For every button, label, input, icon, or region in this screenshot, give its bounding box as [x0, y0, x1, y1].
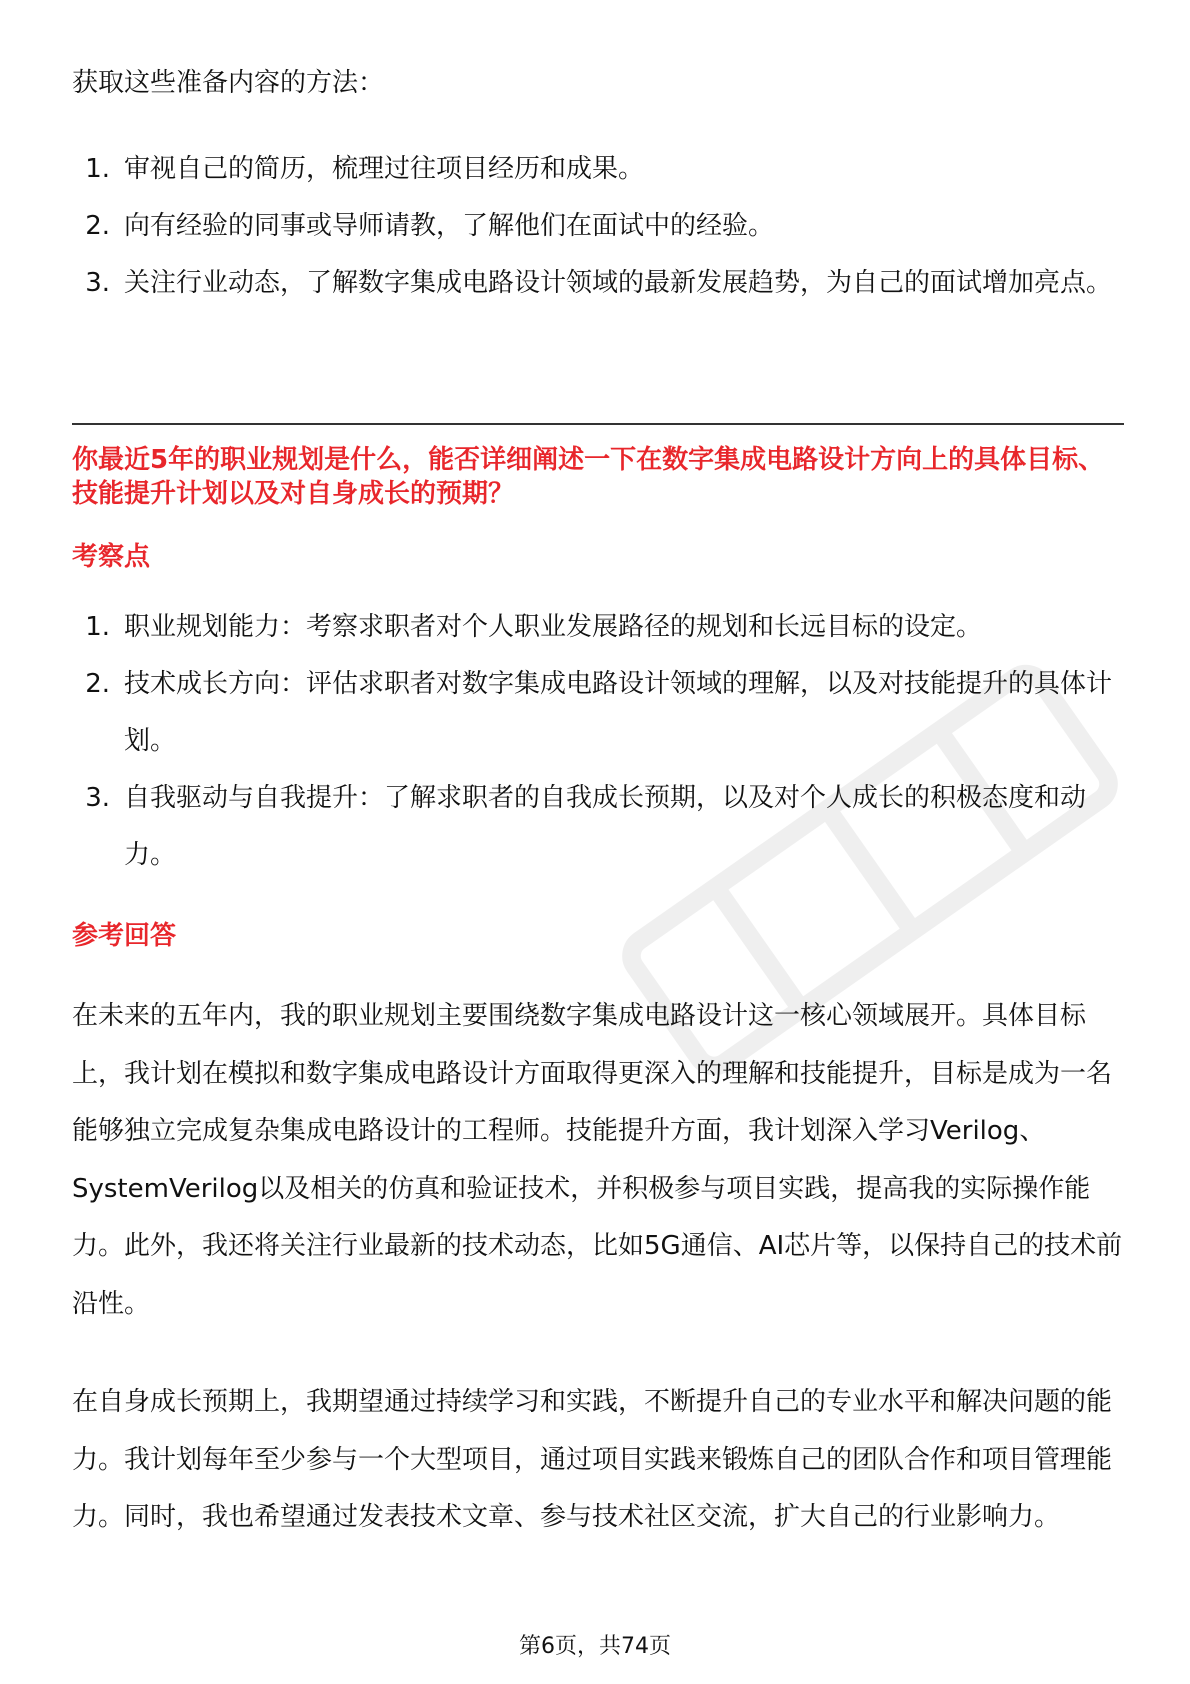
interview-question: 你最近5年的职业规划是什么，能否详细阐述一下在数字集成电路设计方向上的具体目标、技能提升计划以及对自身成长的预期？ [72, 445, 1105, 509]
list-text: 审视自己的简历，梳理过往项目经历和成果。 [124, 154, 645, 184]
list-text: 向有经验的同事或导师请教，了解他们在面试中的经验。 [124, 211, 775, 241]
list-number: 1. [85, 612, 110, 642]
list-text: 自我驱动与自我提升：了解求职者的自我成长预期，以及对个人成长的积极态度和动力。 [124, 783, 1087, 870]
section-divider [72, 423, 1124, 425]
list-item [72, 770, 1124, 884]
list-item [72, 255, 1124, 312]
list-item [72, 656, 1124, 770]
assessment-title: 考察点 [72, 542, 151, 572]
answer-paragraph: 在自身成长预期上，我期望通过持续学习和实践，不断提升自己的专业水平和解决问题的能力。我计划每年至少参与一个大型项目，通过项目实践来锻炼自己的团队合作和项目管理能力。同时，我也希望通过发表技术文章、参与技术社区交流，扩大自己的行业影响力。 [72, 1387, 1113, 1532]
list-number: 1. [85, 154, 110, 184]
answer-title: 参考回答 [72, 921, 177, 951]
list-item [72, 141, 1124, 198]
list-text: 职业规划能力：考察求职者对个人职业发展路径的规划和长远目标的设定。 [124, 612, 983, 642]
answer-paragraph: 在未来的五年内，我的职业规划主要围绕数字集成电路设计这一核心领域展开。具体目标上，我计划在模拟和数字集成电路设计方面取得更深入的理解和技能提升，目标是成为一名能够独立完成复杂集成电路设计的工程师。技能提升方面，我计划深入学习Verilog、SystemVerilog以及相关的仿真和验证技术，并积极参与项目实践，提高我的实际操作能力。此外，我还将关注行业最新的技术动态，比如5G通信、AI芯片等，以保持自己的技术前沿性。 [72, 1001, 1123, 1319]
page-footer: 第6页，共74页 [519, 1634, 671, 1659]
list-number: 3. [85, 783, 110, 813]
prep-methods-list [72, 141, 1124, 312]
list-text: 技术成长方向：评估求职者对数字集成电路设计领域的理解，以及对技能提升的具体计划。 [124, 669, 1113, 756]
list-number: 2. [85, 211, 110, 241]
assessment-list [72, 599, 1124, 884]
list-item [72, 198, 1124, 255]
list-item [72, 599, 1124, 656]
intro-text: 获取这些准备内容的方法： [72, 68, 385, 98]
list-number: 3. [85, 268, 110, 298]
list-number: 2. [85, 669, 110, 699]
list-text: 关注行业动态，了解数字集成电路设计领域的最新发展趋势，为自己的面试增加亮点。 [124, 268, 1113, 298]
